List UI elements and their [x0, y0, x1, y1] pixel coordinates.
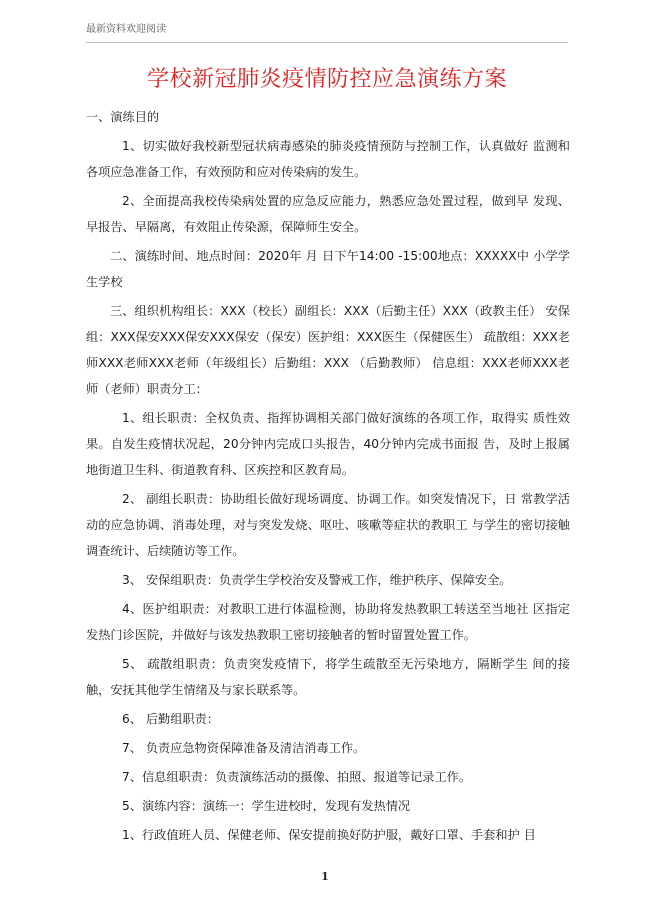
section-heading-purpose: 一、演练目的 — [86, 110, 160, 124]
section-time-location: 二、演练时间、地点时间：2020年 月 日下午14:00 -15:00地点：XXXXX中 小学学生学校 — [86, 249, 570, 289]
page-number: 1 — [321, 870, 329, 883]
paragraph: 2、 副组长职责：协助组长做好现场调度、协调工作。如突发情况下，日 常教学活动的应急协调、消毒处理，对与突发发烧、呕吐、咳嗽等症状的教职工 与学生的密切接触调查统计、后续随访等工作。 — [86, 492, 570, 558]
document-body — [86, 104, 570, 851]
document-title: 学校新冠肺炎疫情防控应急演练方案 — [146, 67, 507, 92]
header-divider — [86, 42, 568, 43]
paragraph: 6、 后勤组职责： — [122, 712, 219, 726]
paragraph: 1、组长职责：全权负责、指挥协调相关部门做好演练的各项工作，取得实 质性效果。自发生疫情状况起，20分钟内完成口头报告，40分钟内完成书面报 告，及时上报属地街道卫生科、街道教育科、区疾控和区教育局。 — [86, 411, 570, 477]
paragraph: 3、 安保组职责：负责学生学校治安及警戒工作，维护秩序、保障安全。 — [122, 573, 512, 587]
section-organization: 三、组织机构组长：XXX（校长）副组长：XXX（后勤主任）XXX（政教主任） 安保组：XXX保安XXX保安XXX保安（保安）医护组：XXX医生（保健医生） 疏散组：XXX老师XXX老师XXX老师（年级组长）后勤组：XXX （后勤教师） 信息组：XXX老师XXX老师（老师）职责分工： — [86, 304, 570, 396]
paragraph: 5、演练内容：演练一：学生进校时，发现有发热情况 — [122, 799, 411, 813]
paragraph: 4、医护组职责：对教职工进行体温检测，协助将发热教职工转送至当地社 区指定发热门诊医院，并做好与该发热教职工密切接触者的暂时留置处置工作。 — [86, 602, 570, 642]
paragraph: 5、 疏散组职责：负责突发疫情下，将学生疏散至无污染地方，隔断学生 间的接触，安抚其他学生情绪及与家长联系等。 — [86, 657, 570, 697]
page-header: 最新资料欢迎阅读 — [86, 24, 166, 35]
paragraph: 2、全面提高我校传染病处置的应急反应能力，熟悉应急处置过程，做到早 发现、早报告、早隔离，有效阻止传染源，保障师生安全。 — [86, 194, 570, 234]
paragraph: 1、行政值班人员、保健老师、保安提前换好防护服，戴好口罩、手套和护 目 — [122, 828, 536, 842]
paragraph: 1、切实做好我校新型冠状病毒感染的肺炎疫情预防与控制工作，认真做好 监测和各项应急准备工作，有效预防和应对传染病的发生。 — [86, 139, 570, 179]
paragraph: 7、信息组职责：负责演练活动的摄像、拍照、报道等记录工作。 — [122, 770, 472, 784]
paragraph: 7、 负责应急物资保障准备及清洁消毒工作。 — [122, 741, 366, 755]
